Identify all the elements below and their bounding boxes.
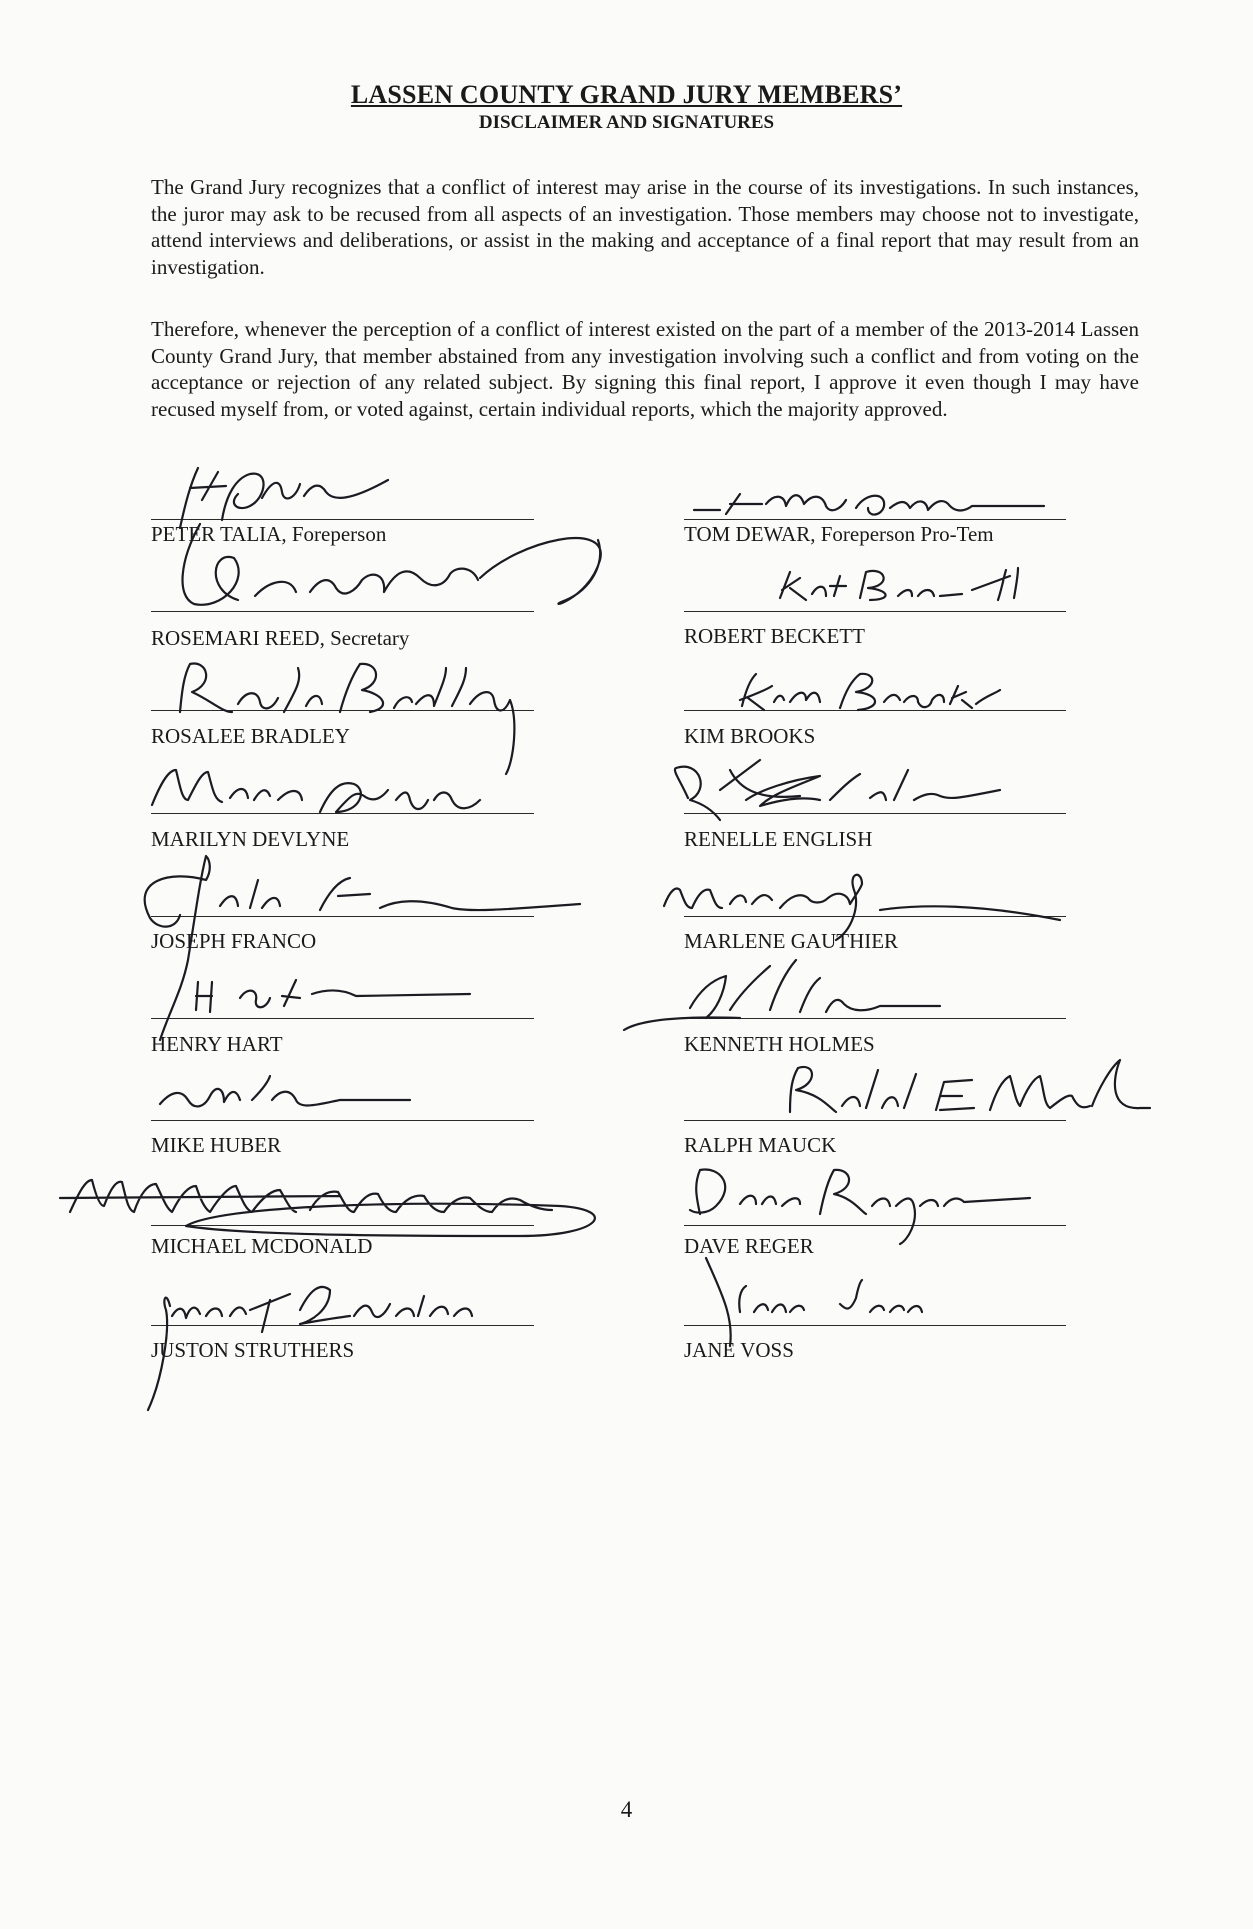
signatory-name-hart: HENRY HART <box>151 1032 283 1056</box>
signature-line-franco <box>151 916 534 917</box>
signature-line-voss <box>684 1325 1066 1326</box>
signature-mcdonald <box>60 1180 595 1236</box>
signature-beckett <box>780 568 1018 600</box>
signatory-name-english: RENELLE ENGLISH <box>684 827 873 851</box>
signature-line-huber <box>151 1120 534 1121</box>
signature-line-devlyne <box>151 813 534 814</box>
signatory-name-dewar: TOM DEWAR, Foreperson Pro-Tem <box>684 522 994 546</box>
disclaimer-paragraph-1: The Grand Jury recognizes that a conflict of interest may arise in the course of its investigations. In such instances, the juror may ask to be recused from all aspects of an investigation. Those members may choose not to investigate, attend interviews and deliberations, or assist in the making and acceptance of a final report that may result from an investigation. <box>151 175 1139 279</box>
signatory-name-brooks: KIM BROOKS <box>684 724 816 748</box>
signatory-name-gauthier: MARLENE GAUTHIER <box>684 929 899 953</box>
page-number: 4 <box>620 1797 633 1822</box>
signatory-name-holmes: KENNETH HOLMES <box>684 1032 875 1056</box>
signature-holmes <box>624 960 940 1030</box>
signature-voss <box>706 1258 922 1346</box>
signature-line-brooks <box>684 710 1066 711</box>
signature-line-holmes <box>684 1018 1066 1019</box>
signature-line-struthers <box>151 1325 534 1326</box>
signature-line-mauck <box>684 1120 1066 1121</box>
signature-line-english <box>684 813 1066 814</box>
signatory-name-beckett: ROBERT BECKETT <box>684 624 865 648</box>
signatory-name-huber: MIKE HUBER <box>151 1133 282 1157</box>
signature-line-mcdonald <box>151 1225 534 1226</box>
signatory-name-mauck: RALPH MAUCK <box>684 1133 837 1157</box>
signature-brooks <box>740 674 1000 710</box>
signature-line-gauthier <box>684 916 1066 917</box>
signature-devlyne <box>152 770 480 812</box>
signatory-name-bradley: ROSALEE BRADLEY <box>151 724 350 748</box>
document-title: LASSEN COUNTY GRAND JURY MEMBERS’ <box>350 80 903 109</box>
signatory-name-struthers: JUSTON STRUTHERS <box>151 1338 355 1362</box>
signatory-name-mcdonald: MICHAEL MCDONALD <box>151 1234 373 1258</box>
signatory-name-reed: ROSEMARI REED, Secretary <box>151 626 410 650</box>
signature-line-beckett <box>684 611 1066 612</box>
signatory-name-talia: PETER TALIA, Foreperson <box>151 522 387 546</box>
signature-huber <box>160 1076 410 1106</box>
signatory-name-reger: DAVE REGER <box>684 1234 814 1258</box>
signatory-name-franco: JOSEPH FRANCO <box>151 929 317 953</box>
signature-bradley <box>180 664 514 774</box>
document-subtitle: DISCLAIMER AND SIGNATURES <box>478 112 775 133</box>
signature-mauck <box>790 1060 1150 1112</box>
signatory-name-voss: JANE VOSS <box>684 1338 794 1362</box>
signatory-name-devlyne: MARILYN DEVLYNE <box>151 827 350 851</box>
signature-line-reed <box>151 611 534 612</box>
disclaimer-paragraph-2: Therefore, whenever the perception of a conflict of interest existed on the part of a member of the 2013-2014 Lassen County Grand Jury, that member abstained from any investigation involving such a conflict and from voting on the acceptance or rejection of any related subject. By signing this final report, I approve it even though I may have recused myself from, or voted against, certain individual reports, which the majority approved. <box>151 317 1139 421</box>
signature-reger <box>690 1169 1030 1244</box>
signature-line-talia <box>151 519 534 520</box>
signature-line-reger <box>684 1225 1066 1226</box>
signature-line-bradley <box>151 710 534 711</box>
signature-line-dewar <box>684 519 1066 520</box>
signature-hart <box>196 980 470 1012</box>
signature-line-hart <box>151 1018 534 1019</box>
signature-english <box>675 760 1000 820</box>
signature-dewar <box>694 494 1044 515</box>
